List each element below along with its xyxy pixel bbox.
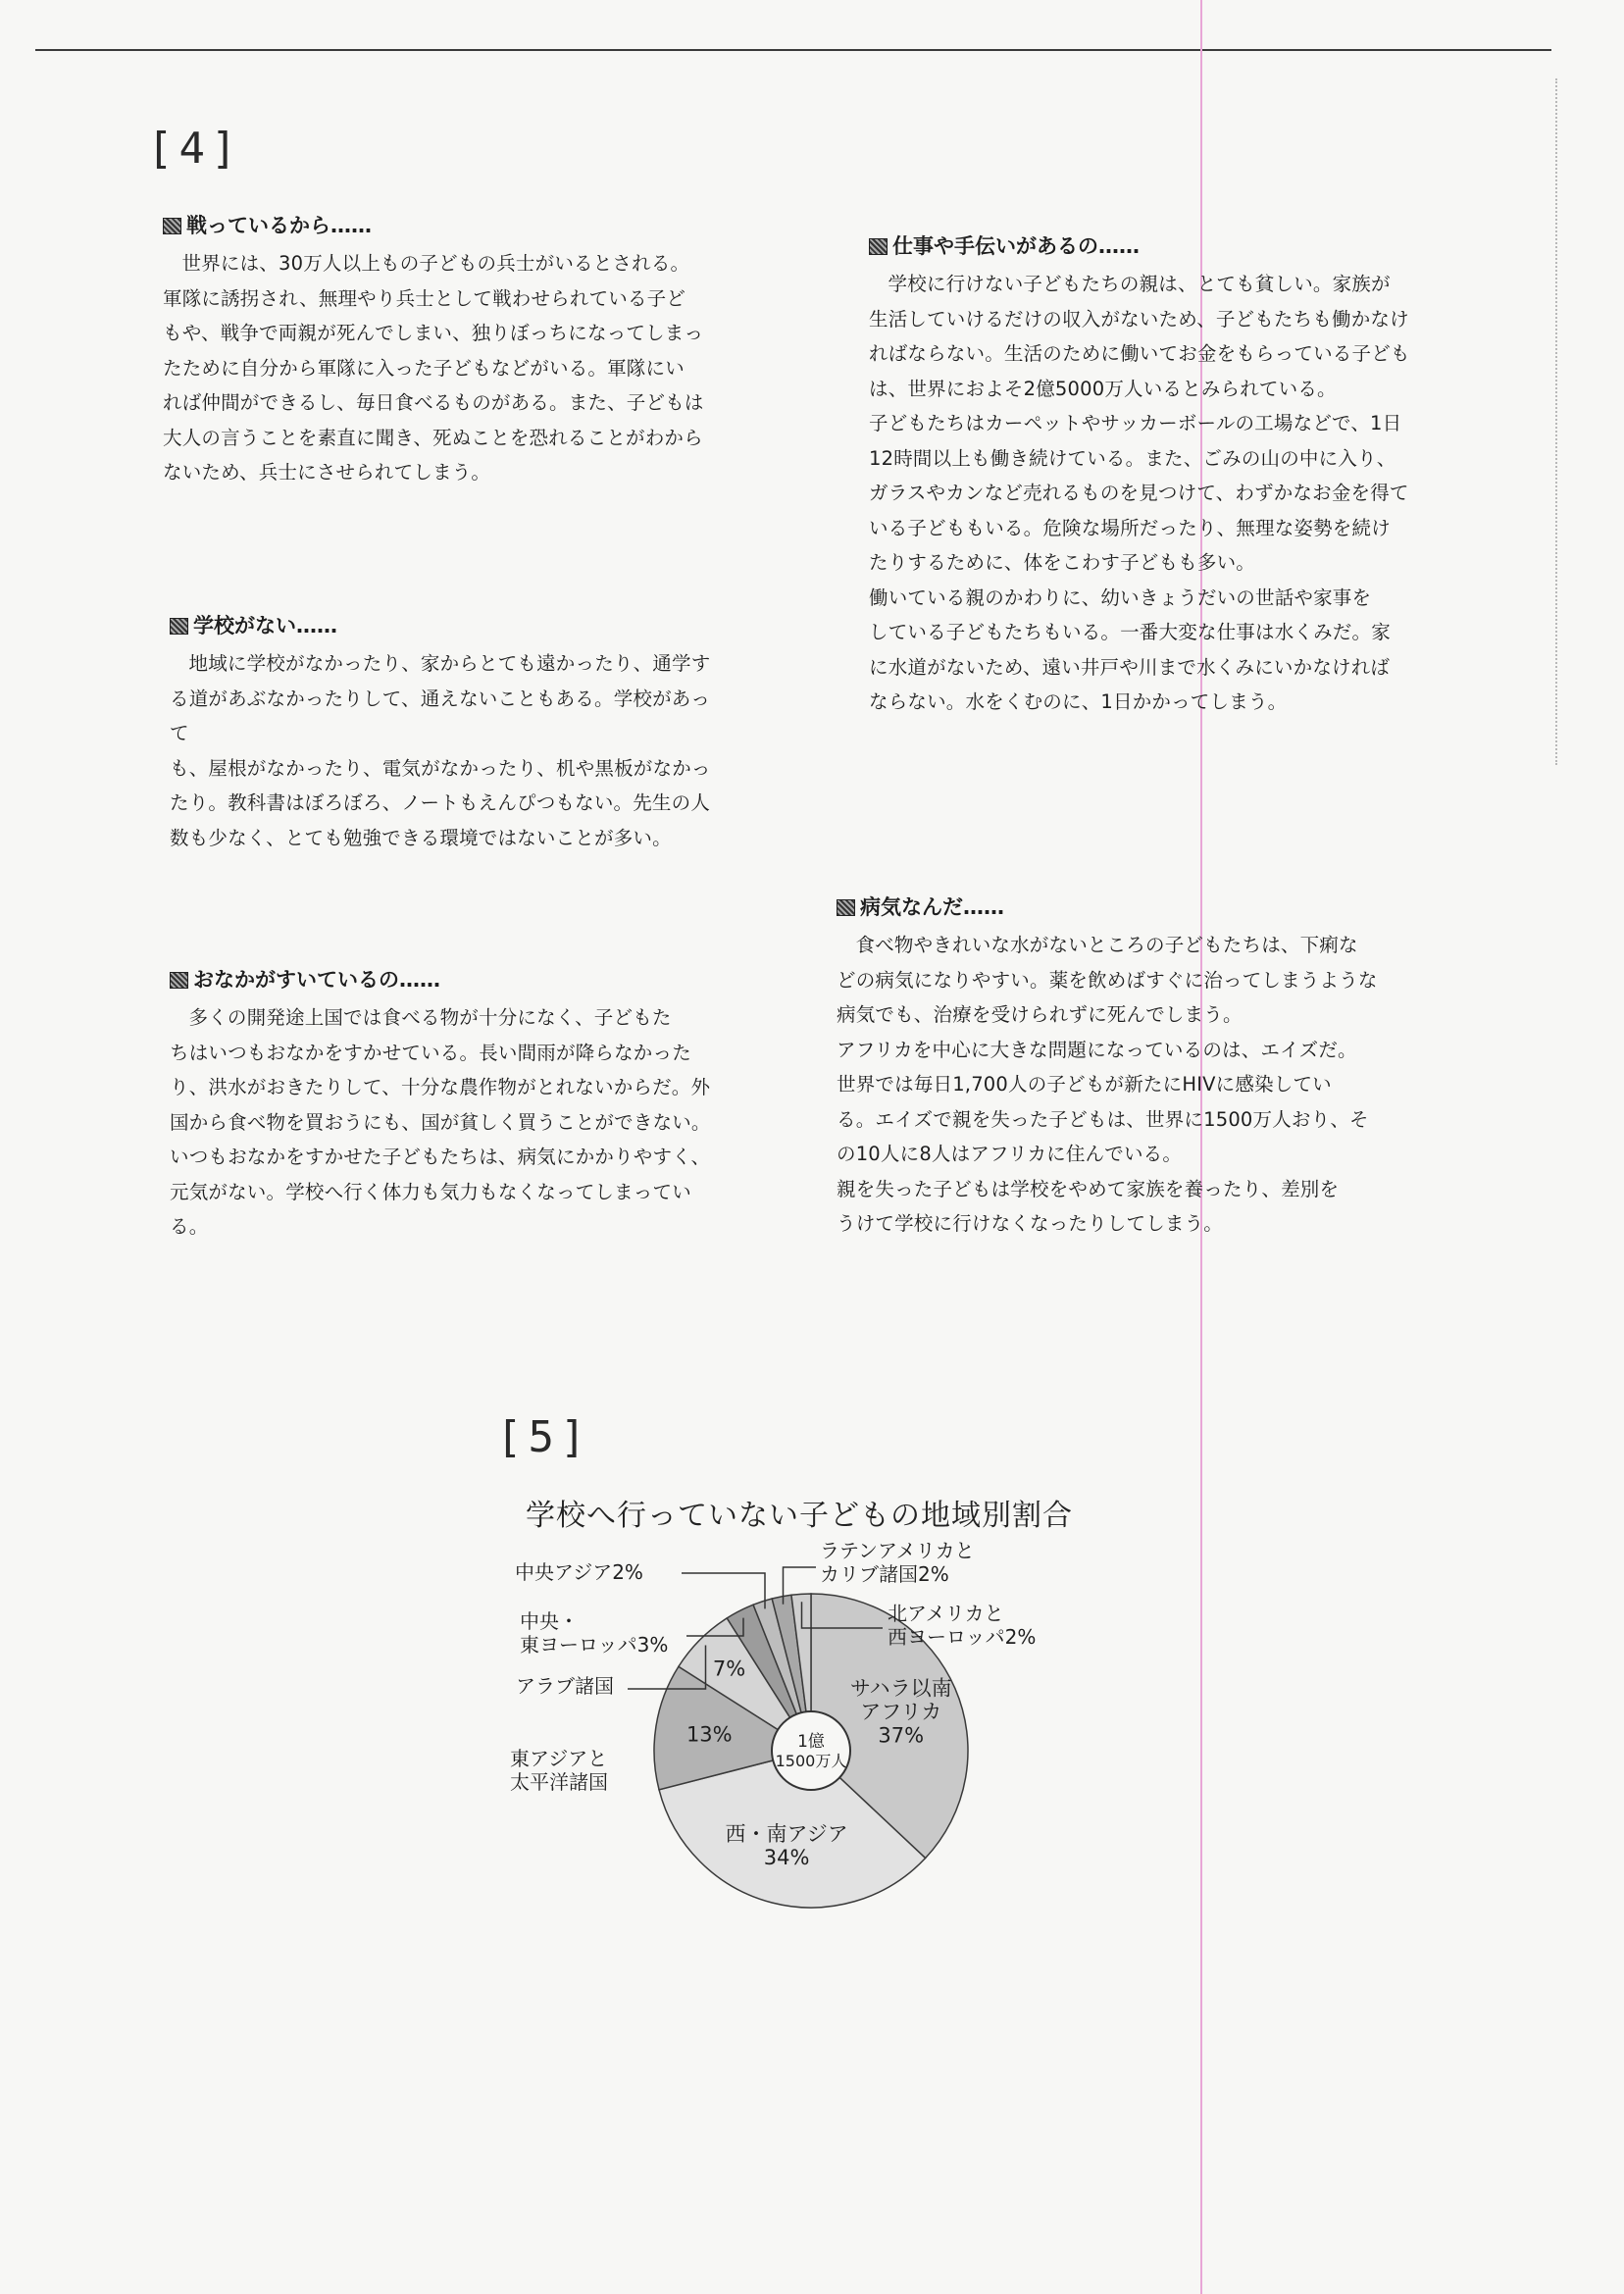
pie-outside-label: アラブ諸国 (516, 1674, 614, 1698)
pie-outside-label: 北アメリカと (888, 1602, 1004, 1625)
pie-slice-label: 37% (878, 1723, 925, 1748)
block-sick-heading-text: 病気なんだ…… (860, 895, 1004, 919)
pie-slice-label: 7% (712, 1657, 746, 1681)
square-bullet-icon (163, 218, 181, 234)
pie-slice-label: 西・南アジア (725, 1821, 848, 1846)
square-bullet-icon (869, 238, 888, 255)
block-no-school-heading (170, 611, 719, 640)
block-hungry-heading (170, 965, 719, 994)
pie-outside-label: 太平洋諸国 (510, 1770, 608, 1794)
block-work (869, 231, 1418, 720)
block-work-heading-text: 仕事や手伝いがあるの…… (892, 234, 1140, 258)
block-war-heading (163, 211, 712, 240)
pie-center-label: 1500万人 (775, 1752, 847, 1770)
pie-outside-label: ラテンアメリカと (820, 1539, 975, 1562)
section-label-4: [4] (147, 124, 243, 174)
block-no-school-heading-text: 学校がない…… (193, 614, 337, 637)
square-bullet-icon (170, 972, 188, 989)
pie-slice-label: サハラ以南 (849, 1676, 952, 1701)
block-no-school-text: 地域に学校がなかったり、家からとても遠かったり、通学す る道があぶなかったりして、通えないこともある。学校があって も、屋根がなかったり、電気がなかったり、机や黒板がなかっ たり。教科書はぼろぼろ、ノートもえんぴつもない。先生の人 数も少なく、とても勉強できる環境ではないことが多い。 (170, 652, 711, 849)
pie-slice-label: 34% (763, 1845, 810, 1869)
pie-outside-label: 東アジアと (510, 1747, 608, 1770)
pie-outside-label: 西ヨーロッパ2% (888, 1625, 1037, 1649)
block-war-heading-text: 戦っているから…… (186, 214, 372, 237)
edge-dotted-line (1555, 78, 1557, 765)
block-no-school (170, 611, 719, 855)
block-war (163, 211, 712, 490)
pie-leader-line (682, 1573, 765, 1608)
pie-chart (490, 1530, 1098, 1962)
block-hungry-heading-text: おなかがすいているの…… (193, 968, 440, 992)
pie-outside-label: カリブ諸国2% (820, 1562, 949, 1586)
block-hungry (170, 965, 719, 1245)
square-bullet-icon (837, 899, 855, 916)
pie-outside-label: 東ヨーロッパ3% (520, 1633, 669, 1657)
square-bullet-icon (170, 618, 188, 635)
chart-title: 学校へ行っていない子どもの地域別割合 (526, 1499, 1073, 1533)
section-label-5: [5] (496, 1412, 592, 1462)
pie-outside-label: 中央アジア2% (515, 1560, 643, 1584)
top-rule (35, 49, 1551, 51)
pie-slice-label: 13% (685, 1722, 733, 1747)
pie-slice-label: アフリカ (860, 1700, 942, 1724)
pie-outside-label: 中央・ (520, 1609, 579, 1633)
pie-center-label: 1億 (797, 1732, 825, 1752)
block-work-text: 学校に行けない子どもたちの親は、とても貧しい。家族が 生活していけるだけの収入がないため、子どもたちも働かなけ ればならない。生活のために働いてお金をもらっている子ども は、世界におよそ2億5000万人いるとみられている。 子どもたちはカーペットやサッカーボールの工場などで、1日 12時間以上も働き続けている。また、ごみの山の中に入り、 ガラスやカンなど売れるものを見つけて、わずかなお金を得て いる子どももいる。危険な場所だったり、無理な姿勢を続け たりするために、体をこわす子どもも多い。 働いている親のかわりに、幼いきょうだいの世話や家事を している子どもたちもいる。一番大変な仕事は水くみだ。家 に水道がないため、遠い井戸や川まで水くみにいかなければ ならない。水をくむのに、1日かかってしまう。 (869, 273, 1410, 713)
block-sick-text: 食べ物やきれいな水がないところの子どもたちは、下痢な どの病気になりやすい。薬を飲めばすぐに治ってしまうような 病気でも、治療を受けられずに死んでしまう。 アフリカを中心に大きな問題になっているのは、エイズだ。 世界では毎日1,700人の子どもが新たにHIVに感染してい る。エイズで親を失った子どもは、世界に1500万人おり、そ の10人に8人はアフリカに住んでいる。 親を失った子どもは学校をやめて家族を養ったり、差別を うけて学校に行けなくなったりしてしまう。 (837, 934, 1378, 1235)
block-hungry-text: 多くの開発途上国では食べる物が十分になく、子どもた ちはいつもおなかをすかせている。長い間雨が降らなかった り、洪水がおきたりして、十分な農作物がとれないからだ。外 国から食べ物を買おうにも、国が貧しく買うことができない。 いつもおなかをすかせた子どもたちは、病気にかかりやすく、 元気がない。学校へ行く体力も気力もなくなってしまっている。 (170, 1006, 711, 1238)
block-sick (837, 892, 1386, 1242)
block-work-heading (869, 231, 1418, 261)
block-sick-heading (837, 892, 1386, 922)
block-war-text: 世界には、30万人以上もの子どもの兵士がいるとされる。 軍隊に誘拐され、無理やり兵士として戦わせられている子ど もや、戦争で両親が死んでしまい、独りぼっちになってしまっ たために自分から軍隊に入った子どもなどがいる。軍隊にい れば仲間ができるし、毎日食べるものがある。また、子どもは 大人の言うことを素直に聞き、死ぬことを恐れることがわから ないため、兵士にさせられてしまう。 (163, 252, 704, 484)
